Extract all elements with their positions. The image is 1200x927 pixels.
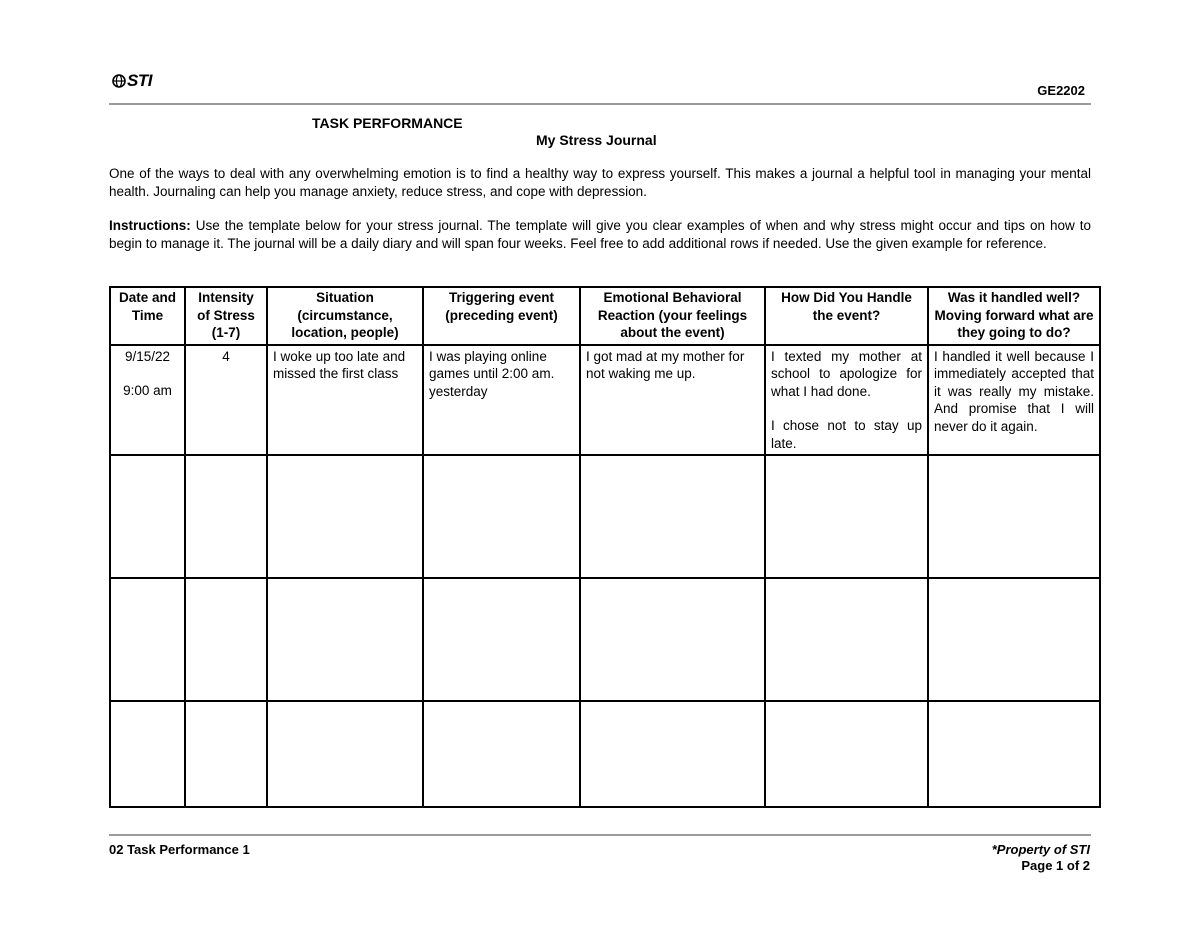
- example-handled-1: I texted my mother at school to apologize for what I had done.: [771, 348, 922, 399]
- header-divider: [109, 103, 1091, 105]
- col-header-reaction: Emotional Behavioral Reaction (your feelings about the event): [580, 287, 765, 345]
- cell-situation[interactable]: I woke up too late and missed the first class: [267, 345, 423, 456]
- blank-cell[interactable]: [928, 578, 1100, 701]
- cell-trigger[interactable]: I was playing online games until 2:00 am. yesterday: [423, 345, 580, 456]
- footer-task-label: 02 Task Performance 1: [109, 842, 250, 857]
- page-number: Page 1 of 2: [1021, 858, 1090, 873]
- example-time: 9:00 am: [123, 383, 172, 398]
- globe-icon: [112, 74, 126, 88]
- example-handled-2: I chose not to stay up late.: [771, 418, 922, 451]
- instructions-label: Instructions:: [109, 218, 191, 233]
- blank-cell[interactable]: [110, 701, 185, 807]
- col-header-handled: How Did You Handle the event?: [765, 287, 928, 345]
- course-code: GE2202: [1037, 83, 1085, 98]
- blank-cell[interactable]: [765, 578, 928, 701]
- col-header-evaluation: Was it handled well? Moving forward what are they going to do?: [928, 287, 1100, 345]
- instructions-paragraph: [109, 217, 1091, 252]
- blank-cell[interactable]: [185, 701, 267, 807]
- table-row-blank: [110, 701, 1100, 807]
- blank-cell[interactable]: [423, 578, 580, 701]
- blank-cell[interactable]: [423, 455, 580, 578]
- col-header-trigger: Triggering event (preceding event): [423, 287, 580, 345]
- blank-cell[interactable]: [580, 578, 765, 701]
- blank-cell[interactable]: [765, 701, 928, 807]
- blank-cell[interactable]: [580, 455, 765, 578]
- table-row-blank: [110, 578, 1100, 701]
- col-header-intensity: Intensity of Stress (1-7): [185, 287, 267, 345]
- intro-paragraph: One of the ways to deal with any overwhelming emotion is to find a healthy way to express yourself. This makes a journal a helpful tool in managing your mental health. Journaling can help you manage anxiety, reduce stress, and cope with depression.: [109, 166, 1091, 199]
- blank-cell[interactable]: [580, 701, 765, 807]
- blank-cell[interactable]: [765, 455, 928, 578]
- footer-divider: [109, 834, 1091, 836]
- cell-handled[interactable]: [765, 345, 928, 456]
- blank-cell[interactable]: [267, 455, 423, 578]
- col-header-situation: Situation (circumstance, location, people): [267, 287, 423, 345]
- blank-cell[interactable]: [423, 701, 580, 807]
- instructions-text: Use the template below for your stress journal. The template will give you clear examples of when and why stress might occur and tips on how to begin to manage it. The journal will be a daily diary and will span four weeks. Feel free to add additional rows if needed. Use the given example for reference.: [109, 218, 1091, 251]
- cell-intensity[interactable]: 4: [185, 345, 267, 456]
- cell-evaluation[interactable]: I handled it well because I immediately accepted that it was really my mistake. And promise that I will never do it again.: [928, 345, 1100, 456]
- blank-cell[interactable]: [110, 578, 185, 701]
- blank-cell[interactable]: [267, 701, 423, 807]
- footer-right: [992, 842, 1090, 874]
- blank-cell[interactable]: [110, 455, 185, 578]
- blank-cell[interactable]: [185, 578, 267, 701]
- table-header-row: [110, 287, 1100, 345]
- blank-cell[interactable]: [928, 455, 1100, 578]
- cell-reaction[interactable]: I got mad at my mother for not waking me up.: [580, 345, 765, 456]
- blank-cell[interactable]: [928, 701, 1100, 807]
- blank-cell[interactable]: [267, 578, 423, 701]
- table-row-blank: [110, 455, 1100, 578]
- logo-text: STI: [127, 71, 152, 90]
- blank-cell[interactable]: [185, 455, 267, 578]
- example-date: 9/15/22: [124, 348, 171, 364]
- stress-journal-table: [109, 286, 1101, 808]
- property-notice: *Property of STI: [991, 842, 1090, 857]
- col-header-date: Date and Time: [110, 287, 185, 345]
- task-heading: TASK PERFORMANCE: [312, 115, 463, 131]
- sti-logo: [112, 71, 152, 91]
- journal-title: My Stress Journal: [536, 132, 657, 148]
- table-row-example: [110, 345, 1100, 456]
- cell-date-time[interactable]: [110, 345, 185, 456]
